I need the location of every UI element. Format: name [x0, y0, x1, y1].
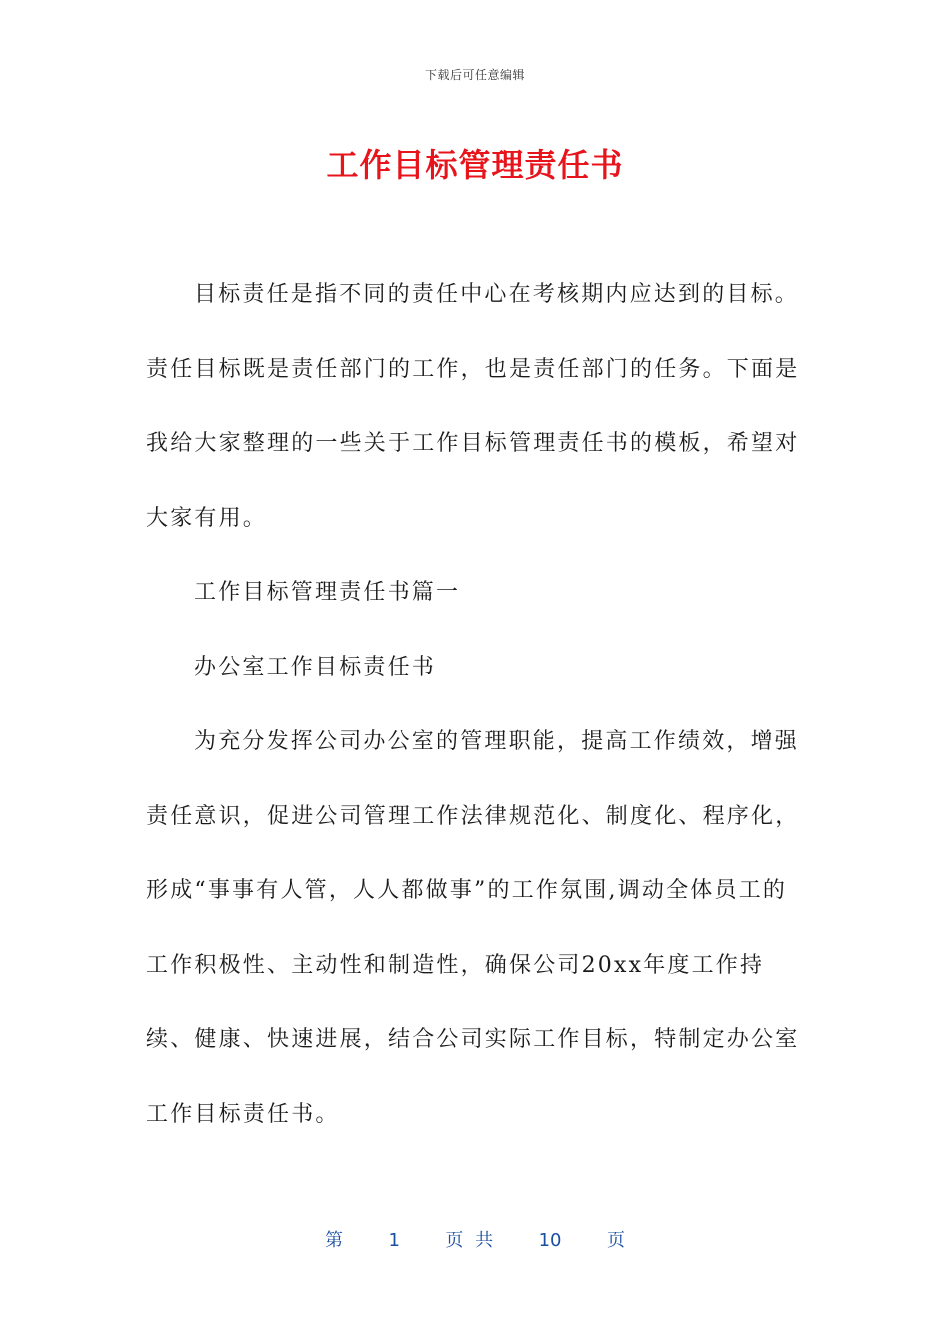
paragraph-subheading: 办公室工作目标责任书	[194, 654, 437, 680]
paragraph-purpose: 为充分发挥公司办公室的管理职能，提高工作绩效，增强责任意识，促进公司管理工作法律规范化、制度化、程序化，形成“事事有人管，人人都做事”的工作氛围,调动全体员工的工作积极性、主动性和制造性，确保公司20xx年度工作持续、健康、快速进展，结合公司实际工作目标，特制定办公室工作目标责任书。	[146, 729, 800, 1127]
document-body	[146, 258, 806, 1152]
footer-page-number: 1	[388, 1230, 400, 1251]
footer-prefix: 第	[325, 1230, 344, 1251]
footer-total-pages: 10	[538, 1230, 562, 1251]
footer-middle: 页 共	[445, 1230, 494, 1251]
header-note: 下载后可任意编辑	[424, 68, 525, 82]
paragraph-intro: 目标责任是指不同的责任中心在考核期内应达到的目标。责任目标既是责任部门的工作，也是责任部门的任务。下面是我给大家整理的一些关于工作目标管理责任书的模板，希望对大家有用。	[146, 282, 800, 531]
page-footer	[0, 1226, 950, 1252]
footer-suffix: 页	[606, 1230, 625, 1251]
paragraph-section-heading: 工作目标管理责任书篇一	[194, 580, 461, 605]
document-title: 工作目标管理责任书	[326, 146, 624, 184]
